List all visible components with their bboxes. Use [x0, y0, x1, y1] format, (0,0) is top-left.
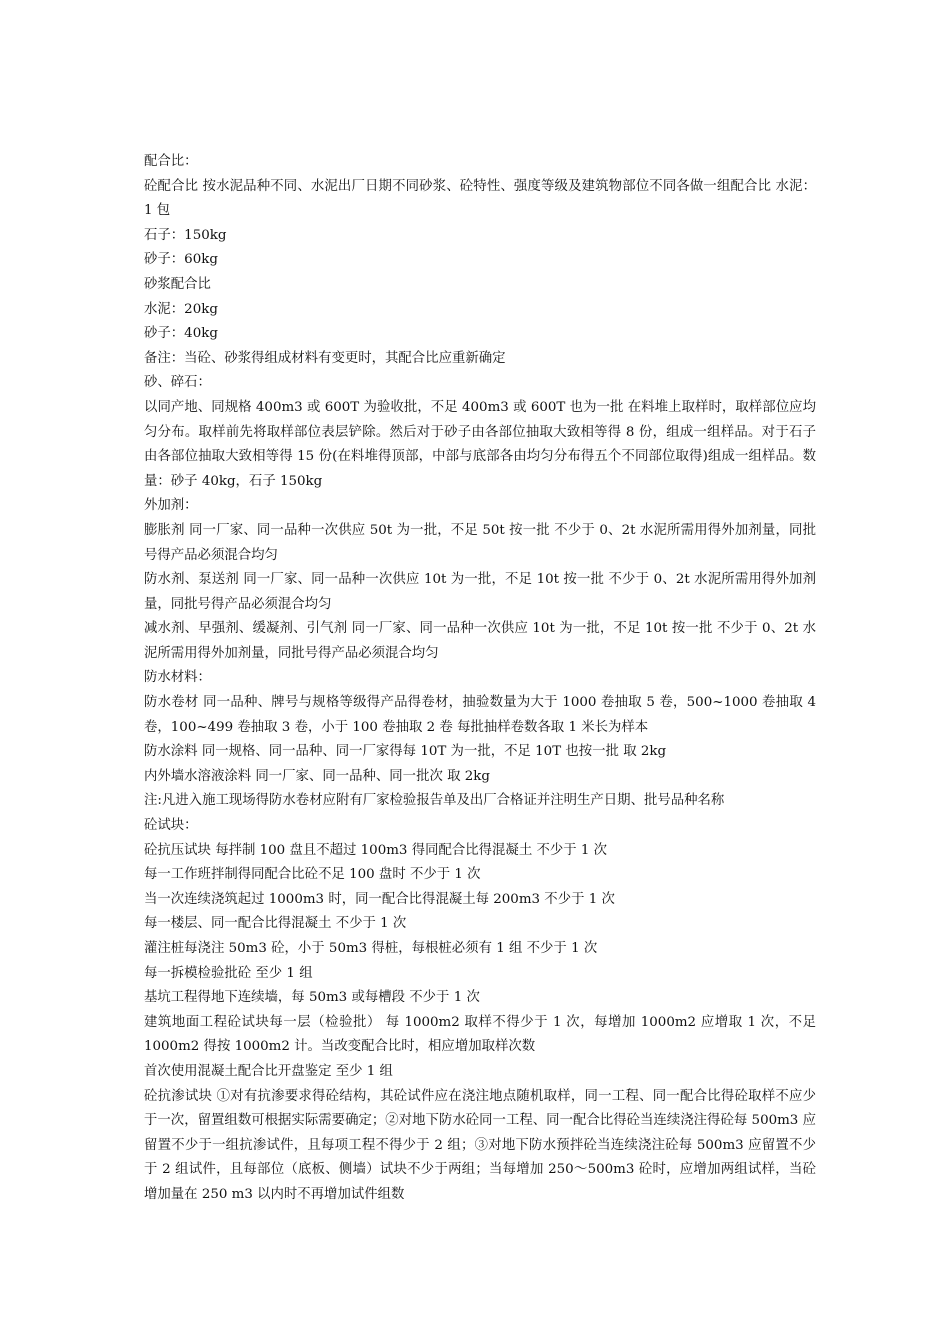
paragraph-waterproof-roll: 防水卷材 同一品种、牌号与规格等级得产品得卷材，抽验数量为大于 1000 卷抽取 5 卷，500~1000 卷抽取 4 卷，100~499 卷抽取 3 卷，小于 100 卷抽取 2 卷 每批抽样卷数各取 1 米长为样本 [144, 695, 816, 735]
line-waterproof-coating: 防水涂料 同一规格、同一品种、同一厂家得每 10T 为一批，不足 10T 也按一批 取 2kg [144, 744, 667, 760]
paragraph-expansion-agent: 膨胀剂 同一厂家、同一品种一次供应 50t 为一批，不足 50t 按一批 不少于 0、2t 水泥所需用得外加剂量，同批号得产品必须混合均匀 [144, 522, 816, 563]
line-sand: 砂子：60kg [144, 252, 218, 268]
paragraph-impermeability-specimen: 砼抗渗试块 ①对有抗渗要求得砼结构，其砼试件应在浇注地点随机取样，同一工程、同一配合比得砼取样不应少于一次，留置组数可根据实际需要确定；②对地下防水砼同一工程、同一配合比得砼当连续浇注得砼每 500m3 应留置不少于一组抗渗试件，且每项工程不得少于 2 组；③对地下防水预拌砼当连续浇注砼每 500m3 应留置不少于 2 组试件，且每部位（底板、侧墙）试块不少于两组；当每增加 250～500m3 砼时，应增加两组试样，当砼增加量在 250 m3 以内时不再增加试件组数 [144, 1088, 816, 1202]
line-work-shift: 每一工作班拌制得同配合比砼不足 100 盘时 不少于 1 次 [144, 867, 481, 883]
note-mix-change: 备注：当砼、砂浆得组成材料有变更时，其配合比应重新确定 [144, 350, 506, 366]
line-continuous-pour: 当一次连续浇筑起过 1000m3 时，同一配合比得混凝土每 200m3 不少于 1 次 [144, 891, 615, 907]
line-formwork-batch: 每一拆模检验批砼 至少 1 组 [144, 965, 313, 981]
line-mortar-sand: 砂子：40kg [144, 326, 218, 342]
heading-mortar-mix: 砂浆配合比 [144, 276, 211, 292]
line-diaphragm-wall: 基坑工程得地下连续墙，每 50m3 或每槽段 不少于 1 次 [144, 990, 480, 1006]
line-first-use: 首次使用混凝土配合比开盘鉴定 至少 1 组 [144, 1063, 393, 1079]
paragraph-sampling: 以同产地、同规格 400m3 或 600T 为验收批，不足 400m3 或 600T 也为一批 在料堆上取样时，取样部位应均匀分布。取样前先将取样部位表层铲除。然后对于砂子由各部位抽取大致相等得 8 份，组成一组样品。对于石子由各部位抽取大致相等得 15 份(在料堆得顶部，中部与底部各由均匀分布得五个不同部位取得)组成一组样品。数量：砂子 40kg，石子 150kg [144, 399, 816, 489]
note-waterproof-report: 注:凡进入施工现场得防水卷材应附有厂家检验报告单及出厂合格证并注明生产日期、批号品种名称 [144, 793, 725, 809]
paragraph-water-reducer: 减水剂、早强剂、缓凝剂、引气剂 同一厂家、同一品种一次供应 10t 为一批，不足 10t 按一批 不少于 0、2t 水泥所需用得外加剂量，同批号得产品必须混合均匀 [144, 621, 816, 661]
document-body [144, 150, 816, 1208]
line-each-floor: 每一楼层、同一配合比得混凝土 不少于 1 次 [144, 916, 407, 932]
line-stone: 石子：150kg [144, 227, 227, 243]
line-cement: 水泥：20kg [144, 301, 218, 317]
line-wall-coating: 内外墙水溶液涂料 同一厂家、同一品种、同一批次 取 2kg [144, 768, 490, 784]
heading-sand-gravel: 砂、碎石： [144, 375, 211, 391]
line-cast-pile: 灌注桩每浇注 50m3 砼，小于 50m3 得桩，每根桩必须有 1 组 不少于 1 次 [144, 941, 598, 956]
paragraph-concrete-mix: 砼配合比 按水泥品种不同、水泥出厂日期不同砂浆、砼特性、强度等级及建筑物部位不同各做一组配合比 水泥：1 包 [144, 178, 816, 219]
paragraph-waterproof-agent: 防水剂、泵送剂 同一厂家、同一品种一次供应 10t 为一批，不足 10t 按一批 不少于 0、2t 水泥所需用得外加剂量，同批号得产品必须混合均匀 [144, 572, 816, 612]
heading-concrete-specimen: 砼试块： [144, 818, 198, 834]
line-compression-specimen: 砼抗压试块 每拌制 100 盘且不超过 100m3 得同配合比得混凝土 不少于 1 次 [144, 842, 608, 858]
heading-admixture: 外加剂： [144, 498, 198, 514]
heading-mix-ratio: 配合比： [144, 154, 198, 169]
paragraph-floor-specimen: 建筑地面工程砼试块每一层（检验批） 每 1000m2 取样不得少于 1 次，每增加 1000m2 应增取 1 次，不足 1000m2 得按 1000m2 计。当改变配合比时，相应增加取样次数 [144, 1014, 816, 1055]
heading-waterproof-material: 防水材料： [144, 670, 211, 686]
